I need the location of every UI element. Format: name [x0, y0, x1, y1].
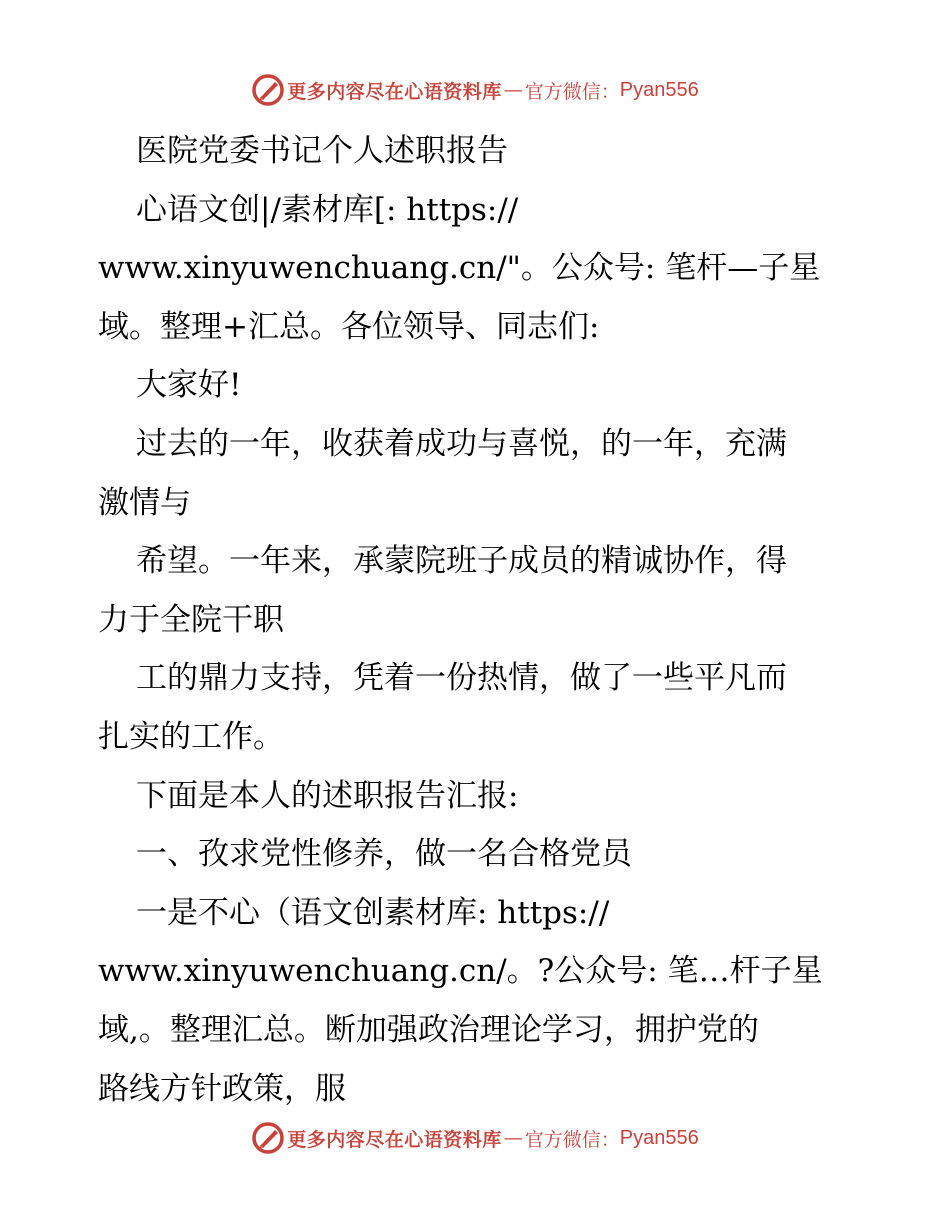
body-line: 路线方针政策，服 — [98, 1070, 346, 1107]
body-line: 力于全院干职 — [98, 601, 284, 638]
footer-wechat-id: Pyan556 — [619, 1126, 699, 1149]
header-banner — [0, 70, 950, 110]
pen-logo-icon — [251, 1121, 285, 1155]
body-line: www.xinyuwenchuang.cn/。?公众号: 笔…杆子星 — [98, 953, 823, 990]
footer-official: 官方微信： — [524, 1128, 620, 1151]
footer-banner — [0, 1118, 950, 1158]
header-official: 官方微信： — [524, 80, 620, 103]
body-line: 过去的一年，收获着成功与喜悦，的一年，充满 — [136, 425, 787, 462]
header-wechat-id: Pyan556 — [619, 78, 699, 101]
section-heading: 一、孜求党性修养，做一名合格党员 — [136, 836, 632, 873]
body-line: 扎实的工作。 — [98, 718, 284, 755]
header-dash: — — [503, 79, 523, 101]
body-line: 大家好! — [136, 367, 242, 404]
document-body — [98, 122, 858, 1118]
body-line: 域。整理+汇总。各位领导、同志们: — [98, 308, 600, 345]
body-line: 希望。一年来，承蒙院班子成员的精诚协作，得 — [136, 543, 787, 580]
footer-slogan: 更多内容尽在心语资料库 — [287, 1128, 502, 1151]
body-line: 一是不心（语文创素材库: https:// — [136, 894, 610, 931]
body-line: 工的鼎力支持，凭着一份热情，做了一些平凡而 — [136, 660, 787, 697]
body-line: 域,。整理汇总。断加强政治理论学习，拥护党的 — [98, 1011, 759, 1048]
footer-dash: — — [503, 1127, 523, 1149]
document-title: 医院党委书记个人述职报告 — [136, 133, 508, 169]
body-line: 激情与 — [98, 484, 191, 521]
pen-logo-icon — [251, 73, 285, 107]
body-line: 下面是本人的述职报告汇报: — [136, 777, 519, 814]
body-line: 心语文创|/素材库[: https:// — [136, 191, 519, 228]
body-line: www.xinyuwenchuang.cn/"。公众号: 笔杆—子星 — [98, 250, 821, 287]
header-slogan: 更多内容尽在心语资料库 — [287, 80, 502, 103]
